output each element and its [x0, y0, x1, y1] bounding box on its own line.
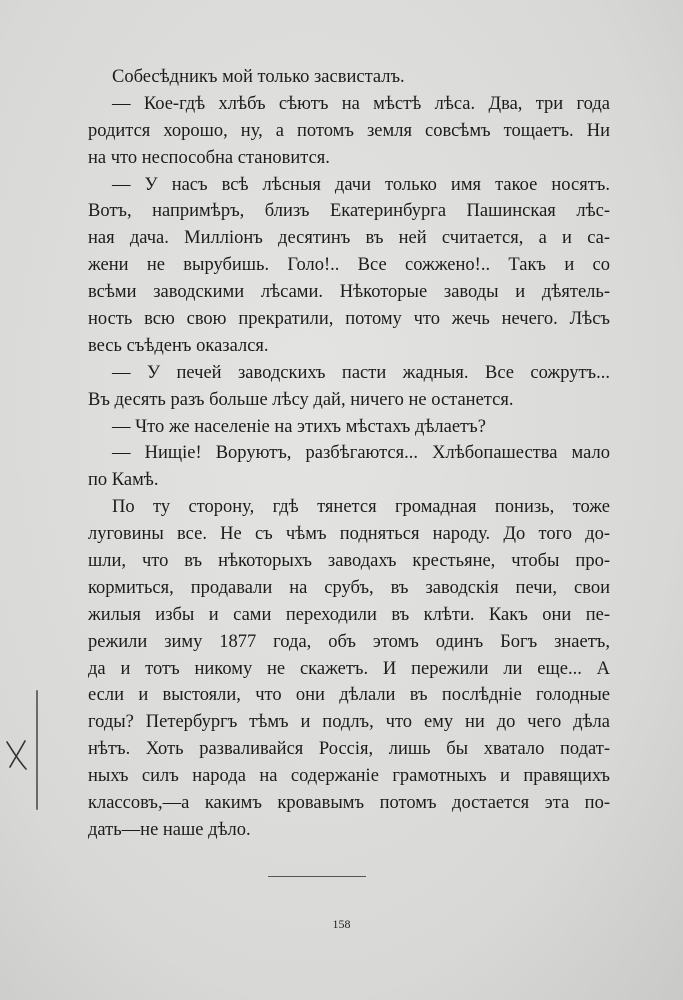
text-line: — Кое-гдѣ хлѣбъ сѣютъ на мѣстѣ лѣса. Два, три года — [112, 93, 610, 114]
body-text — [88, 64, 610, 844]
margin-cross-mark — [4, 738, 30, 772]
text-line: — Что же населеніе на этихъ мѣстахъ дѣлаетъ? — [112, 416, 486, 437]
text-line: дать—не наше дѣло. — [88, 819, 251, 840]
text-line: по Камѣ. — [88, 470, 159, 491]
text-line: — У печей заводскихъ пасти жадныя. Все сожрутъ... — [112, 362, 610, 383]
text-line: кормиться, продавали на срубъ, въ заводскія печи, свои — [88, 577, 610, 598]
text-line: ная дача. Милліонъ десятинъ въ ней считается, а и са- — [88, 228, 610, 249]
text-line: если и выстояли, что они дѣлали въ послѣдніе голодные — [88, 685, 610, 706]
text-line: режили зиму 1877 года, объ этомъ одинъ Богъ знаетъ, — [88, 631, 610, 652]
footer-rule — [268, 876, 366, 877]
page-number: 158 — [332, 917, 351, 931]
text-line: нѣтъ. Хоть разваливайся Россія, лишь бы хватало подат- — [88, 739, 610, 760]
text-line: луговины все. Не съ чѣмъ подняться народу. До того до- — [88, 524, 610, 545]
text-line: Вотъ, напримѣръ, близъ Екатеринбурга Пашинская лѣс- — [88, 201, 610, 222]
text-line: ныхъ силъ народа на содержаніе грамотныхъ и правящихъ — [88, 766, 610, 787]
margin-pencil-line — [36, 690, 38, 810]
text-line: всѣми заводскими лѣсами. Нѣкоторые заводы и дѣятель- — [88, 282, 610, 303]
text-line: жилыя избы и сами переходили въ клѣти. Какъ они пе- — [88, 604, 610, 625]
text-line: Въ десять разъ больше лѣсу дай, ничего не останется. — [88, 389, 514, 410]
text-line: классовъ,—а какимъ кровавымъ потомъ достается эта по- — [88, 793, 610, 814]
text-line: на что неспособна становится. — [88, 147, 330, 168]
text-line: жени не вырубишь. Голо!.. Все сожжено!.. Такъ и со — [88, 255, 610, 276]
text-line: годы? Петербургъ тѣмъ и подлъ, что ему ни до чего дѣла — [88, 712, 610, 733]
text-line: — Нищіе! Воруютъ, разбѣгаются... Хлѣбопашества мало — [112, 443, 610, 464]
text-line: родится хорошо, ну, а потомъ земля совсѣмъ тощаетъ. Ни — [88, 120, 610, 141]
text-line: По ту сторону, гдѣ тянется громадная понизь, тоже — [112, 497, 610, 518]
text-line: — У насъ всѣ лѣсныя дачи только имя такое носятъ. — [112, 174, 610, 195]
text-line: ность всю свою прекратили, потому что жечь нечего. Лѣсъ — [88, 309, 610, 330]
text-line: весь съѣденъ оказался. — [88, 335, 269, 356]
text-line: да и тотъ никому не скажетъ. И пережили ли еще... А — [88, 658, 610, 679]
text-line: Собесѣдникъ мой только засвисталъ. — [112, 67, 405, 87]
text-line: шли, что въ нѣкоторыхъ заводахъ крестьяне, чтобы про- — [88, 551, 610, 572]
